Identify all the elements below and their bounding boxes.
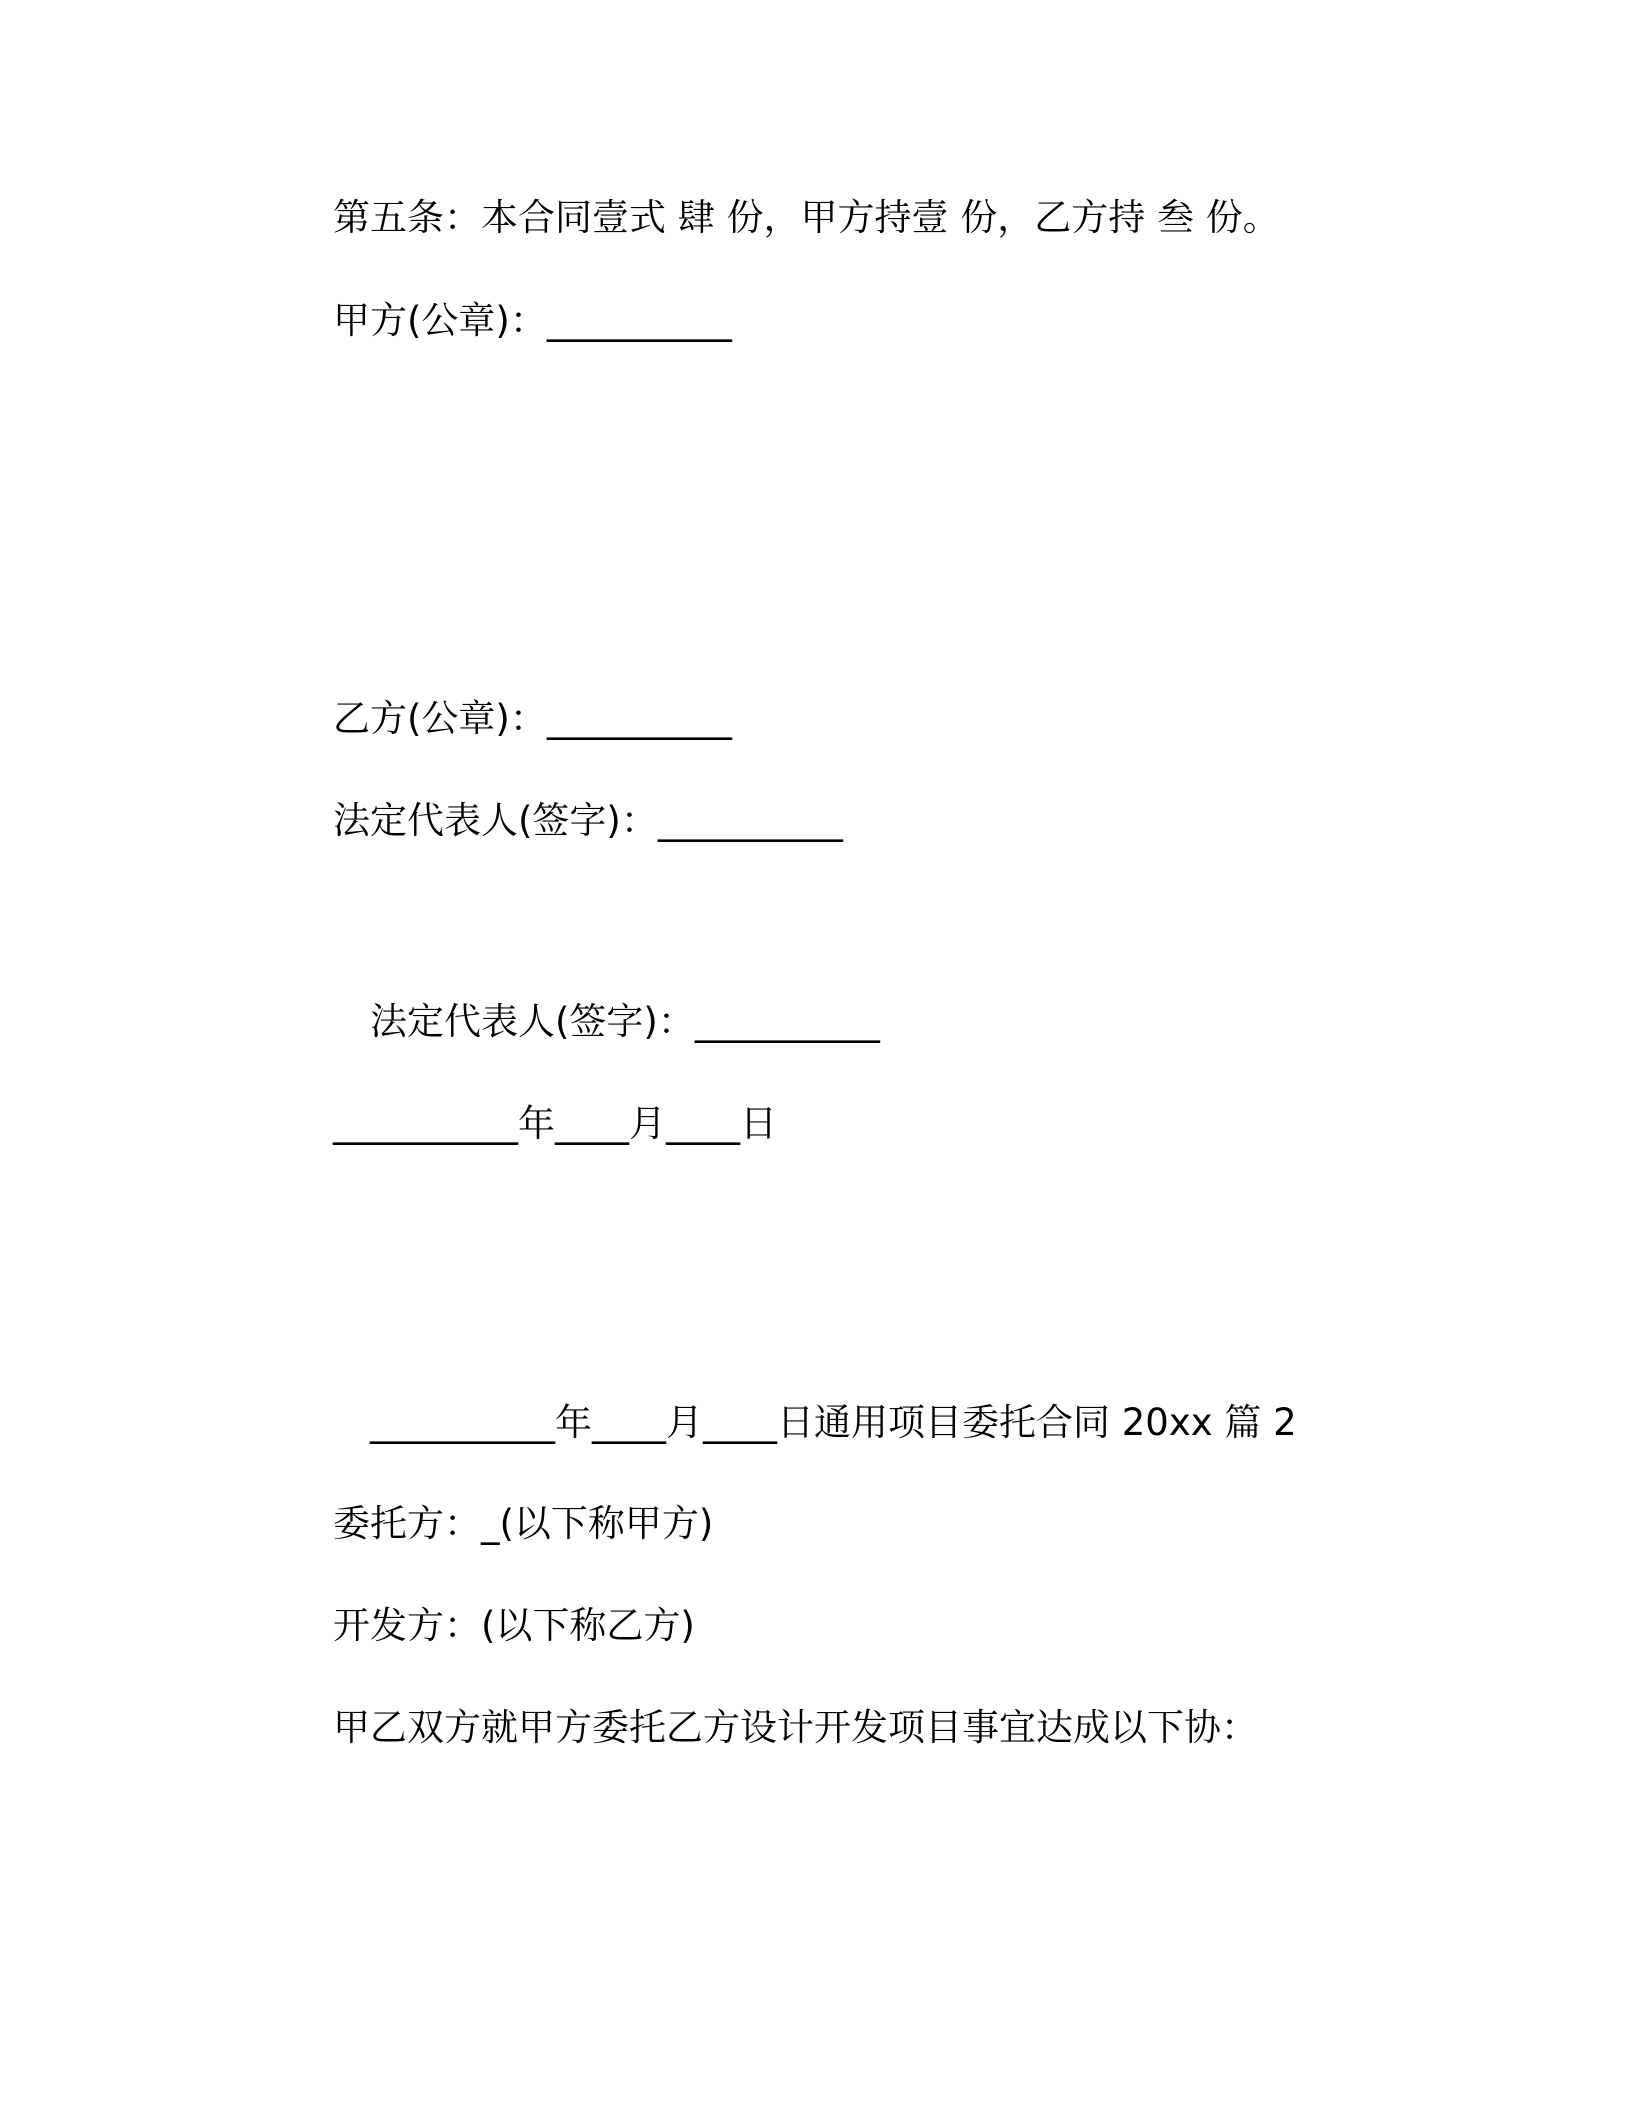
party-b-seal-line: 乙方(公章)：__________ [333,697,732,740]
contract-heading-line: __________年____月____日通用项目委托合同 20xx 篇 2 [370,1401,1297,1444]
agreement-intro-line: 甲乙双方就甲方委托乙方设计开发项目事宜达成以下协： [333,1706,1258,1749]
date-line: __________年____月____日 [333,1102,777,1145]
clause-five: 第五条：本合同壹式 肆 份，甲方持壹 份，乙方持 叁 份。 [333,196,1280,239]
developer-party-line: 开发方：(以下称乙方) [333,1604,695,1647]
party-a-seal-line: 甲方(公章)：__________ [333,299,732,342]
client-party-line: 委托方：_(以下称甲方) [333,1502,714,1545]
legal-rep-signature-line: 法定代表人(签字)：__________ [333,799,843,842]
legal-rep-signature-line-indented: 法定代表人(签字)：__________ [370,1000,880,1043]
